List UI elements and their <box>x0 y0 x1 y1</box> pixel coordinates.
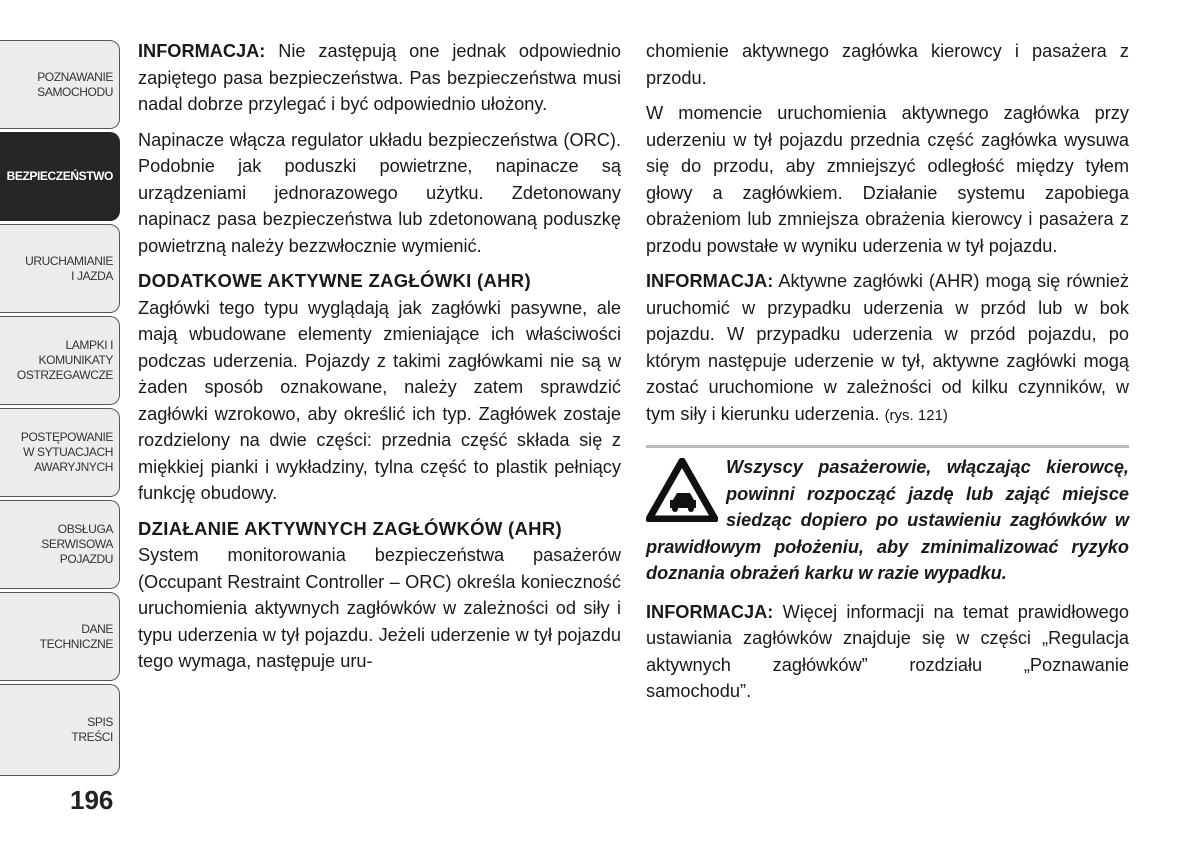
tab-poznawanie-samochodu[interactable]: POZNAWANIE SAMOCHODU <box>0 40 120 129</box>
heading-ahr: DODATKOWE AKTYWNE ZAGŁÓWKI (AHR) <box>138 270 531 291</box>
info-text: Aktywne zagłówki (AHR) mogą się również uruchomić w przypadku uderzenia w przód lub w bok pojazdu. W przypadku uderzenia w przód pojazdu, po którym następuje uderzenie w tył, aktywne zagłówki mogą zostać uruchomione w zależności od kilku czynników, w tym siły i kierunku uderzenia. <box>646 271 1129 424</box>
tab-spis-tresci[interactable]: SPIS TREŚCI <box>0 684 120 776</box>
info-label: INFORMACJA: <box>646 601 774 622</box>
tab-obsluga-serwisowa[interactable]: OBSŁUGA SERWISOWA POJAZDU <box>0 500 120 589</box>
warning-car-icon <box>646 458 718 522</box>
warning-box <box>646 445 1129 587</box>
heading-ahr-operation: DZIAŁANIE AKTYWNYCH ZAGŁÓWKÓW (AHR) <box>138 517 562 539</box>
warning-text: Wszyscy pasażerowie, włączając kierowcę, powinni rozpocząć jazdę lub zająć miejsce siedząc dopiero po ustawieniu zagłówków w prawidłowym położeniu, aby zminimalizować ryzyko doznania obrażeń karku w razie wypadku. <box>646 457 1129 583</box>
info-note-1 <box>138 38 621 118</box>
left-column <box>138 38 621 684</box>
info-note-2 <box>646 268 1129 429</box>
tab-lampki-komunikaty[interactable]: LAMPKI I KOMUNIKATY OSTRZEGAWCZE <box>0 316 120 405</box>
info-label: INFORMACJA: <box>138 41 266 61</box>
figure-reference: (rys. 121) <box>884 406 948 424</box>
tab-postepowanie-awaryjne[interactable]: POSTĘPOWANIE W SYTUACJACH AWARYJNYCH <box>0 408 120 497</box>
paragraph-orc: System monitorowania bezpieczeństwa pasażerów (Occupant Restraint Controller – ORC) określa konieczność uruchomienia aktywnych zagłówków w zależności od siły i typu uderzenia w tył pojazdu. Jeżeli uderzenie w tył pojazdu tego wymaga, następuje uru- <box>138 545 621 671</box>
tab-dane-techniczne[interactable]: DANE TECHNICZNE <box>0 592 120 681</box>
paragraph-tensioners: Napinacze włącza regulator układu bezpieczeństwa (ORC). Podobnie jak poduszki powietrzne, napinacze są urządzeniami jednorazowego użytku. Zdetonowany napinacz pasa bezpieczeństwa lub zdetonowaną poduszkę powietrzną należy bezzwłocznie wymienić. <box>138 129 621 256</box>
paragraph-continuation: chomienie aktywnego zagłówka kierowcy i pasażera z przodu. <box>646 41 1129 88</box>
paragraph-ahr-description: Zagłówki tego typu wyglądają jak zagłówki pasywne, ale mają wbudowane elementy zmieniające ich właściwości podczas uderzenia. Pojazdy z takimi zagłówkami nie są w żaden sposób oznakowane, należy zatem sprawdzić zagłówki wzrokowo, aby określić ich typ. Zagłówek zostaje rozdzielony na dwie części: przednia część składa się z miękkiej pianki i wykładziny, tylna część to plastik pełniący funkcję obudowy. <box>138 297 621 503</box>
info-text: Nie zastępują one jednak odpowiednio zapiętego pasa bezpieczeństwa. Pas bezpieczeństwa musi nadal dobrze przylegać i być odpowiednio ułożony. <box>138 41 621 114</box>
tab-bezpieczenstwo[interactable]: BEZPIECZEŃSTWO <box>0 132 120 221</box>
info-text: Więcej informacji na temat prawidłowego ustawiania zagłówków znajduje się w części „Regulacja aktywnych zagłówków” rozdziału „Poznawanie samochodu”. <box>646 601 1129 701</box>
page-number: 196 <box>70 785 114 815</box>
info-note-3 <box>646 599 1129 705</box>
tab-uruchamianie-i-jazda[interactable]: URUCHAMIANIE I JAZDA <box>0 224 120 313</box>
right-column <box>646 38 1129 714</box>
paragraph-ahr-activation: W momencie uruchomienia aktywnego zagłówka przy uderzeniu w tył pojazdu przednia część zagłówka wysuwa się do przodu, aby zmniejszyć odległość między tyłem głowy a zagłówkiem. Działanie systemu zapobiega obrażeniom lub zmniejsza obrażenia kierowcy i pasażera z przodu powstałe w wyniku uderzenia w tył pojazdu. <box>646 103 1129 256</box>
info-label: INFORMACJA: <box>646 271 774 291</box>
